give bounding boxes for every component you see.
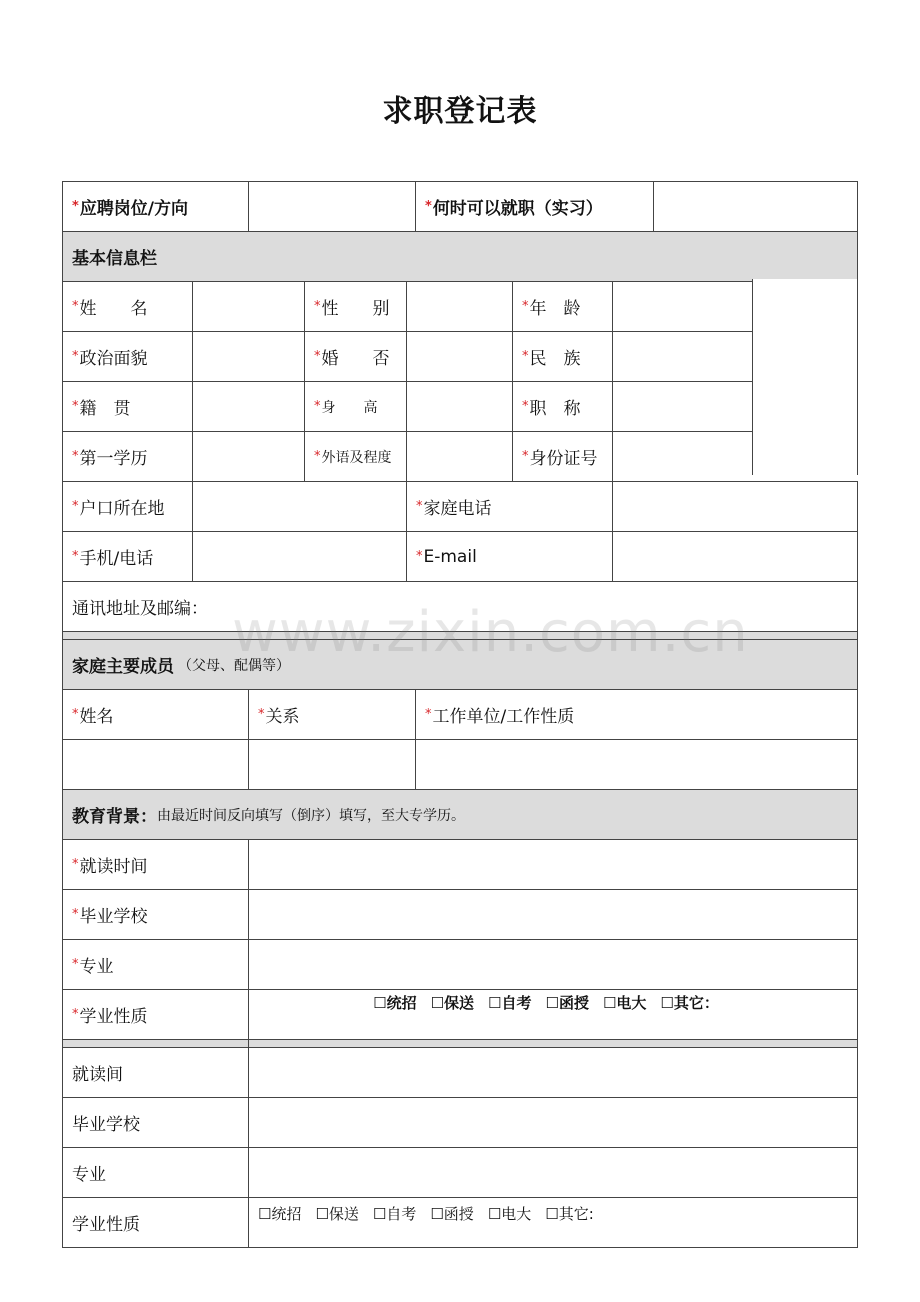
- label-language: * 外语及程度: [304, 432, 406, 481]
- row-name: [62, 281, 858, 331]
- input-email[interactable]: [612, 532, 858, 581]
- basic-header-label: 基本信息栏: [62, 232, 858, 281]
- edu-nature-options-1: [248, 990, 858, 1039]
- input-home-phone[interactable]: [612, 482, 858, 531]
- option-tongzhao-2[interactable]: ☐统招: [258, 1205, 302, 1223]
- label-id-number: * 身份证号: [512, 432, 612, 481]
- label-gender: * 性 别: [304, 282, 406, 331]
- edu-nature-options-2: [248, 1198, 858, 1247]
- label-member-work: * 工作单位/工作性质: [415, 690, 858, 739]
- row-hukou: [62, 481, 858, 531]
- input-ethnicity[interactable]: [612, 332, 752, 381]
- input-education[interactable]: [192, 432, 304, 481]
- option-baosong-2[interactable]: ☐保送: [315, 1205, 359, 1223]
- option-hanshou-1[interactable]: ☐函授: [545, 994, 589, 1012]
- input-edu-time-1[interactable]: [248, 840, 858, 889]
- input-member-work[interactable]: [415, 740, 858, 789]
- option-zikao-2[interactable]: ☐自考: [372, 1205, 417, 1223]
- row-family-entry: [62, 739, 858, 789]
- option-zikao-1[interactable]: ☐自考: [488, 994, 532, 1012]
- label-edu-nature-1: * 学业性质: [62, 990, 248, 1039]
- option-tongzhao-1[interactable]: ☐统招: [373, 994, 417, 1012]
- input-age[interactable]: [612, 282, 752, 331]
- label-edu-major-2: 专业: [62, 1148, 248, 1197]
- label-email: * E-mail: [406, 532, 612, 581]
- input-name[interactable]: [192, 282, 304, 331]
- input-edu-school-2[interactable]: [248, 1098, 858, 1147]
- input-height[interactable]: [406, 382, 512, 431]
- input-member-name[interactable]: [62, 740, 248, 789]
- input-political[interactable]: [192, 332, 304, 381]
- section-education-header: [62, 789, 858, 839]
- option-dianda-2[interactable]: ☐电大: [487, 1205, 532, 1223]
- row-edu-school-2: [62, 1097, 858, 1147]
- input-job-title[interactable]: [612, 382, 752, 431]
- label-edu-time-1: * 就读时间: [62, 840, 248, 889]
- row-edu-nature-2: [62, 1197, 858, 1248]
- label-marital: * 婚 否: [304, 332, 406, 381]
- section-basic-header: [62, 231, 858, 281]
- input-marital[interactable]: [406, 332, 512, 381]
- option-other-1[interactable]: ☐其它：: [660, 994, 719, 1012]
- label-edu-nature-2: 学业性质: [62, 1198, 248, 1247]
- label-edu-major-1: * 专业: [62, 940, 248, 989]
- label-edu-time-2: 就读间: [62, 1048, 248, 1097]
- form-title: 求职登记表: [382, 94, 538, 129]
- input-start-date[interactable]: [653, 182, 858, 231]
- row-mobile: [62, 531, 858, 581]
- input-edu-school-1[interactable]: [248, 890, 858, 939]
- label-political: * 政治面貌: [62, 332, 192, 381]
- row-family-columns: [62, 689, 858, 739]
- option-baosong-1[interactable]: ☐保送: [430, 994, 475, 1012]
- label-member-name: * 姓名: [62, 690, 248, 739]
- label-height: * 身 高: [304, 382, 406, 431]
- label-age: * 年 龄: [512, 282, 612, 331]
- row-political: [62, 331, 858, 381]
- input-id-number[interactable]: [612, 432, 752, 481]
- input-gender[interactable]: [406, 282, 512, 331]
- label-edu-school-2: 毕业学校: [62, 1098, 248, 1147]
- row-edu-time-2: [62, 1047, 858, 1097]
- input-position[interactable]: [248, 182, 415, 231]
- photo-box[interactable]: [752, 279, 858, 475]
- label-edu-school-1: * 毕业学校: [62, 890, 248, 939]
- option-other-2[interactable]: ☐其它:: [545, 1205, 594, 1223]
- label-member-relation: * 关系: [248, 690, 415, 739]
- input-mobile[interactable]: [192, 532, 406, 581]
- row-native: [62, 381, 858, 431]
- row-edu-major-1: [62, 939, 858, 989]
- divider-edu: [62, 1039, 858, 1047]
- row-position: [62, 181, 858, 231]
- label-job-title: * 职 称: [512, 382, 612, 431]
- label-address[interactable]: 通讯地址及邮编：: [62, 582, 858, 631]
- option-hanshou-2[interactable]: ☐函授: [430, 1205, 474, 1223]
- label-home-phone: * 家庭电话: [406, 482, 612, 531]
- label-mobile: * 手机/电话: [62, 532, 192, 581]
- row-edu-major-2: [62, 1147, 858, 1197]
- label-name: * 姓 名: [62, 282, 192, 331]
- registration-form: [62, 181, 858, 1248]
- label-education: * 第一学历: [62, 432, 192, 481]
- row-edu-time-1: [62, 839, 858, 889]
- row-edu-school-1: [62, 889, 858, 939]
- label-ethnicity: * 民 族: [512, 332, 612, 381]
- row-education: [62, 431, 858, 481]
- label-start-date: * 何时可以就职（实习）: [415, 182, 653, 231]
- label-position: * 应聘岗位/方向: [62, 182, 248, 231]
- input-member-relation[interactable]: [248, 740, 415, 789]
- row-edu-nature-1: [62, 989, 858, 1039]
- input-hukou[interactable]: [192, 482, 406, 531]
- input-edu-time-2[interactable]: [248, 1048, 858, 1097]
- input-native[interactable]: [192, 382, 304, 431]
- label-native: * 籍 贯: [62, 382, 192, 431]
- option-dianda-1[interactable]: ☐电大: [602, 994, 647, 1012]
- watermark-text: www.zixin.com.cn: [232, 600, 749, 665]
- input-language[interactable]: [406, 432, 512, 481]
- input-edu-major-1[interactable]: [248, 940, 858, 989]
- label-hukou: * 户口所在地: [62, 482, 192, 531]
- education-header-label: 教育背景： 由最近时间反向填写（倒序）填写，至大专学历。: [62, 790, 858, 839]
- family-header-label: 家庭主要成员 （父母、配偶等）: [62, 640, 858, 689]
- input-edu-major-2[interactable]: [248, 1148, 858, 1197]
